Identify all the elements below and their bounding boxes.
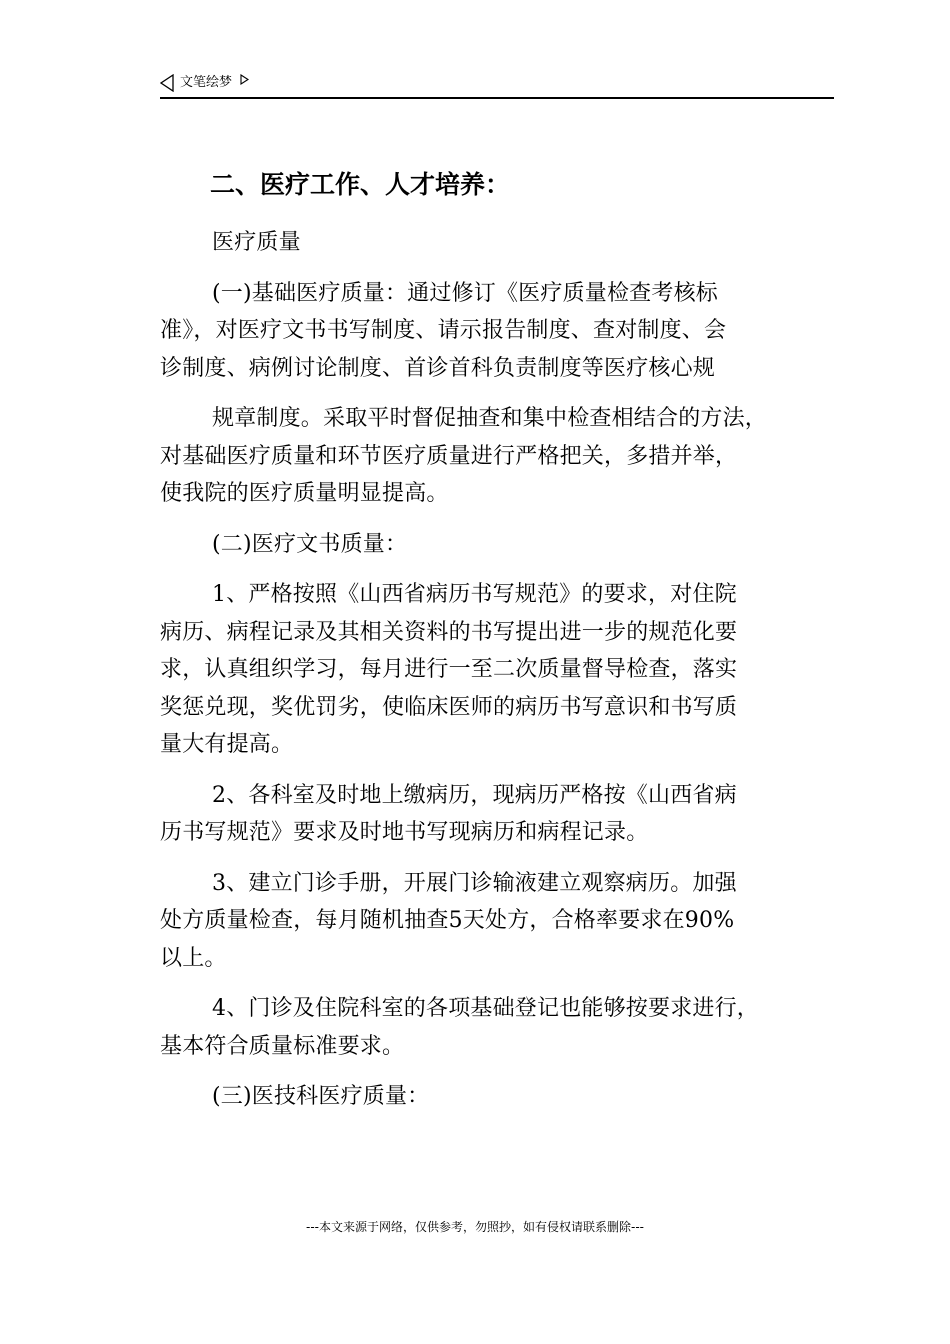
triangle-left-outline-icon <box>160 74 174 92</box>
paragraph-line: 历书写规范》要求及时地书写现病历和病程记录。 <box>160 820 649 845</box>
paragraph-line: 2、各科室及时地上缴病历，现病历严格按《山西省病 <box>212 782 737 808</box>
section-heading: 二、医疗工作、人才培养： <box>210 170 511 199</box>
paragraph-line: (一)基础医疗质量：通过修订《医疗质量检查考核标 <box>212 280 718 306</box>
paragraph-line: 对基础医疗质量和环节医疗质量进行严格把关，多措并举， <box>160 443 738 469</box>
paragraph <box>160 275 840 388</box>
paragraph-line: 诊制度、病例讨论制度、首诊首科负责制度等医疗核心规 <box>160 355 716 381</box>
paragraph <box>160 224 840 262</box>
paragraph <box>160 865 840 978</box>
paragraph <box>160 576 840 764</box>
paragraph-line: 处方质量检查，每月随机抽查5天处方，合格率要求在90% <box>160 908 735 933</box>
paragraph-line: 医疗质量 <box>212 230 301 255</box>
paragraph-line: 3、建立门诊手册，开展门诊输液建立观察病历。加强 <box>212 870 737 896</box>
triangle-right-outline-icon <box>240 74 249 85</box>
paragraph-line: 病历、病程记录及其相关资料的书写提出进一步的规范化要 <box>160 619 738 645</box>
paragraph-line: 准》，对医疗文书书写制度、请示报告制度、查对制度、会 <box>160 318 727 343</box>
paragraph-line: 基本符合质量标准要求。 <box>160 1033 405 1059</box>
paragraph-line: 量大有提高。 <box>160 732 294 757</box>
paragraph <box>160 526 840 564</box>
paragraph-line: 1、严格按照《山西省病历书写规范》的要求，对住院 <box>212 582 737 607</box>
paragraph-line: (三)医技科医疗质量： <box>212 1084 430 1109</box>
paragraph-line: 奖惩兑现，奖优罚劣，使临床医师的病历书写意识和书写质 <box>160 694 738 720</box>
page-header <box>160 72 834 99</box>
paragraph-line: 规章制度。采取平时督促抽查和集中检查相结合的方法， <box>212 406 768 431</box>
paragraph <box>160 777 840 852</box>
header-title: 文笔绘梦 <box>180 75 233 90</box>
paragraph-line: 求，认真组织学习，每月进行一至二次质量督导检查，落实 <box>160 657 738 682</box>
paragraph-list <box>160 224 840 1116</box>
paragraph-line: 以上。 <box>160 945 227 971</box>
paragraph <box>160 990 840 1065</box>
paragraph-line: 使我院的医疗质量明显提高。 <box>160 481 449 506</box>
paragraph <box>160 1078 840 1116</box>
paragraph-line: (二)医疗文书质量： <box>212 531 408 557</box>
document-body <box>160 165 840 1116</box>
paragraph <box>160 400 840 513</box>
footer-disclaimer: ---本文来源于网络，仅供参考，勿照抄，如有侵权请联系删除--- <box>306 1220 644 1234</box>
paragraph-line: 4、门诊及住院科室的各项基础登记也能够按要求进行， <box>212 996 759 1021</box>
header-brand <box>160 73 249 93</box>
